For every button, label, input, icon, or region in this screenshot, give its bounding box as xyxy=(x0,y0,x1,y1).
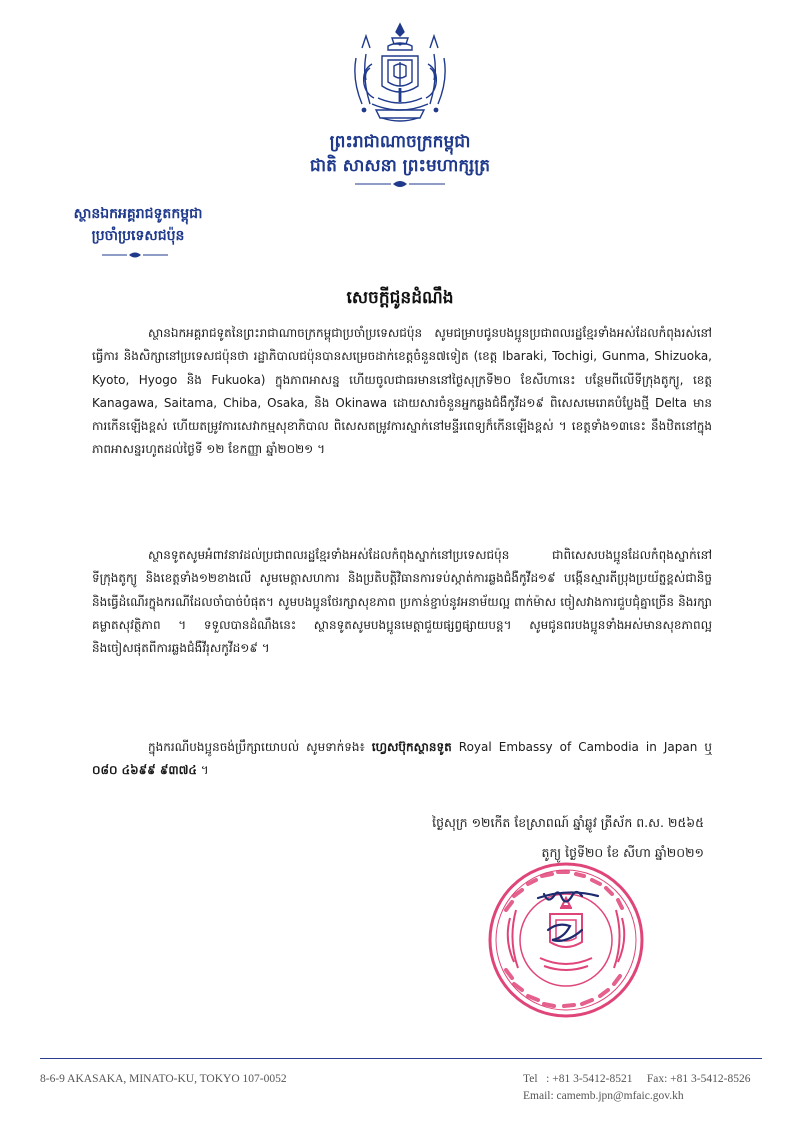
contact-phone-number: ០៨០ ៤៦៩៩ ៩៣៧៤ xyxy=(92,763,197,778)
contact-intro: ក្នុងករណីបងប្អូនចង់ប្រឹក្សាយោបល់ សូមទាក់ទង៖ xyxy=(148,740,372,754)
paragraph-2-text: ស្ថានទូតសូមអំពាវនាវដល់ប្រជាពលរដ្ឋខ្មែរទាំងអស់ដែលកំពុងស្នាក់នៅប្រទេសជប៉ុន ជាពិសេសបងប្អូនដែលកំពុងស្នាក់នៅទីក្រុងតូក្យូ និងខេត្តទាំង១២ខាងលើ សូមមេត្តាសហការ និងប្រតិបត្តិវិធានការទប់ស្កាត់ការឆ្លងជំងឺកូវីដ១៩ បង្កើនស្មារតីប្រុងប្រយ័ត្នខ្ពស់ជានិច្ច និងធ្វើដំណើរក្នុងករណីដែលចាំបាច់បំផុត។ សូមបងប្អូនថែរក្សាសុខភាព ប្រកាន់ខ្ជាប់នូវអនាម័យល្អ ពាក់ម៉ាស ចៀសវាងការជួបជុំគ្នាច្រើន និងរក្សាគម្លាតសុវត្ថិភាព ។ ទទួលបានដំណឹងនេះ ស្ថានទូតសូមបងប្អូនមេត្តាជួយផ្សព្វផ្សាយបន្ត។ សូមជូនពរបងប្អូនទាំងអស់មានសុខភាពល្អ និងចៀសផុតពីការឆ្លងជំងឺវីរុសកូវីដ១៩ ។ xyxy=(92,548,712,656)
embassy-address: 8-6-9 AKASAKA, MINATO-KU, TOKYO 107-0052 xyxy=(40,1073,287,1085)
ornament-divider-icon xyxy=(353,180,447,188)
footer-divider xyxy=(40,1058,762,1059)
facebook-page-label: ហ្វេសប៊ុកស្ថានទូត xyxy=(371,740,452,754)
royal-coat-of-arms-icon xyxy=(342,18,458,128)
sentence-end: ។ xyxy=(196,763,209,778)
notice-paragraph-1 xyxy=(92,322,712,462)
solar-date: តូក្យូ ថ្ងៃទី២០ ខែ សីហា ឆ្នាំ២០២១ xyxy=(541,845,704,860)
embassy-name: ស្ថានឯកអគ្គរាជទូតកម្ពុជា xyxy=(73,206,203,222)
notice-paragraph-2 xyxy=(92,544,712,660)
embassy-location: ប្រចាំប្រទេសជប៉ុន xyxy=(91,228,185,244)
embassy-seal-icon xyxy=(484,858,648,1022)
kingdom-title: ព្រះរាជាណាចក្រកម្ពុជា xyxy=(329,132,471,152)
phone-fax: Tel : +81 3-5412-8521 Fax: +81 3-5412-8526 xyxy=(523,1073,751,1085)
national-motto: ជាតិ សាសនា ព្រះមហាក្សត្រ xyxy=(309,156,491,176)
ornament-divider-icon xyxy=(100,251,170,259)
facebook-page-name: Royal Embassy of Cambodia in Japan ឬ xyxy=(451,740,712,754)
lunar-date: ថ្ងៃសុក្រ ១២កើត ខែស្រាពណ៍ ឆ្នាំឆ្លូវ ត្រីស័ក ព.ស. ២៥៦៥ xyxy=(432,815,704,830)
paragraph-1-text: ស្ថានឯកអគ្គរាជទូតនៃព្រះរាជាណាចក្រកម្ពុជាប្រចាំប្រទេសជប៉ុន សូមជម្រាបជូនបងប្អូនប្រជាពលរដ្ឋខ្មែរទាំងអស់ដែលកំពុងរស់នៅ ធ្វើការ និងសិក្សានៅប្រទេសជប៉ុនថា រដ្ឋាភិបាលជប៉ុនបានសម្រេចដាក់ខេត្តចំនួន៧ទៀត (ខេត្ត Ibaraki, Tochigi, Gunma, Shizuoka, Kyoto, Hyogo និង Fukuoka) ក្នុងភាពអាសន្ន ហើយចូលជាធរមាននៅថ្ងៃសុក្រទី២០ ខែសីហានេះ បន្ថែមពីលើទីក្រុងតូក្យូ, ខេត្ត Kanagawa, Saitama, Chiba, Osaka, និង Okinawa ដោយសារចំនួនអ្នកឆ្លងជំងឺកូវីដ១៩ ពិសេសមេរោគបំប្លែងថ្មី Delta មានការកើនឡើងខ្ពស់ ហើយតម្រូវការសេវាកម្មសុខាភិបាល ពិសេសតម្រូវការស្នាក់នៅមន្ទីរពេទ្យក៏កើនឡើងខ្ពស់ ។ ខេត្តទាំង១៣នេះ នឹងឋិតនៅក្នុងភាពអាសន្នរហូតដល់ថ្ងៃទី ១២ ខែកញ្ញា ឆ្នាំ២០២១ ។ xyxy=(92,326,712,457)
email-address: Email: camemb.jpn@mfaic.gov.kh xyxy=(523,1090,684,1102)
document-title: សេចក្តីជូនដំណឹង xyxy=(346,288,454,308)
notice-paragraph-3 xyxy=(92,736,712,783)
